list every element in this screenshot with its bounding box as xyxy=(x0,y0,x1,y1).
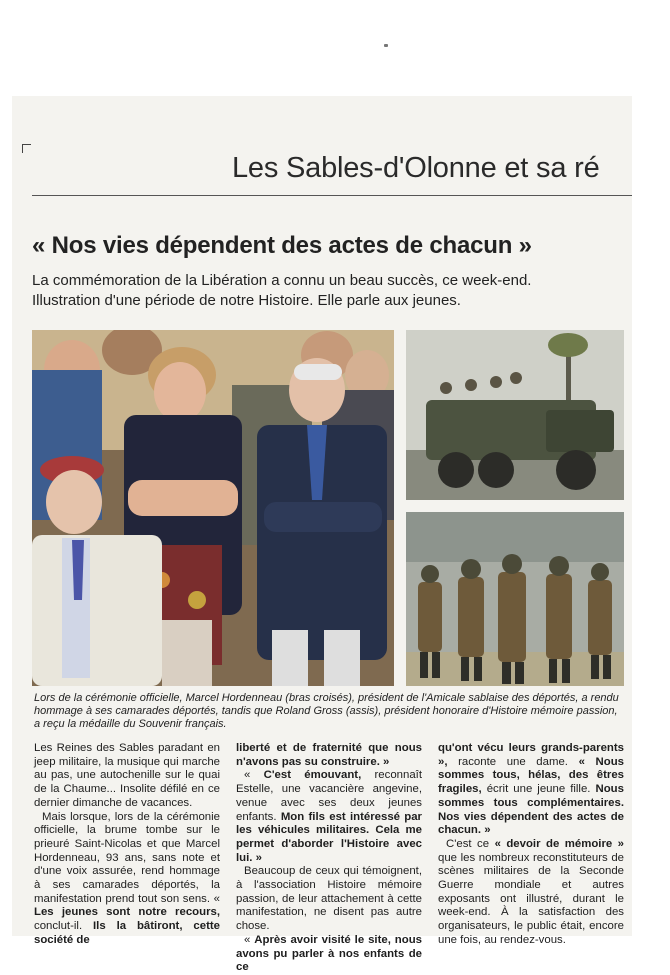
column-3-paragraph-1 xyxy=(438,742,624,838)
column-2-quote-3: Après avoir visité le site, nous avons pu parler à nos enfants de ce xyxy=(236,933,422,974)
soldiers-photo-drawing xyxy=(406,512,624,686)
column-1-paragraph-2 xyxy=(34,811,220,948)
column-2-quote-2: Mon fils est intéressé par les véhicules militaires. Cela me permet d'aborder l'Histoire avec lui. » xyxy=(236,810,422,864)
soldiers-photo xyxy=(406,512,624,686)
column-2-text: reconnaît Estelle, une vacancière angevine, venue avec ses deux jeunes enfants. xyxy=(236,769,422,823)
article-lead-line-1: La commémoration de la Libération a connu un beau succès, ce week-end. xyxy=(32,272,532,289)
column-3-quote-4: « devoir de mémoire » xyxy=(494,837,625,850)
column-1-quote-continued: Ils la bâtiront, cette société de xyxy=(34,920,220,946)
section-title: Les Sables-d'Olonne et sa ré xyxy=(232,152,600,184)
photo-caption: Lors de la cérémonie officielle, Marcel Hordenneau (bras croisés), président de l'Amicale sablaise des déportés, a rendu hommage à ses camarades déportés, tandis que Roland Gross (assis), président honoraire d'Histoire mémoire passion, a reçu la médaille du Souvenir français. xyxy=(34,692,619,730)
article-headline: « Nos vies dépendent des actes de chacun » xyxy=(32,232,532,259)
column-2-paragraph-2 xyxy=(236,769,422,865)
column-2-open-quote-2: « xyxy=(244,933,251,946)
column-3-text-2: écrit une jeune fille. xyxy=(486,783,591,796)
column-3-paragraph-2 xyxy=(438,838,624,948)
column-2-paragraph-4 xyxy=(236,934,422,975)
column-1-text: Mais lorsque, lors de la cérémonie officielle, la brume tombe sur le prieuré Saint-Nicolas et que Marcel Hordenneau, 93 ans, sans note et d'une voix assurée, rend hommage à ses camarades déportés, la manifestation prend tout son sens. « xyxy=(34,810,220,905)
column-2-open-quote: « xyxy=(244,769,251,782)
scan-speck xyxy=(384,44,388,47)
column-1-quote: Les jeunes sont notre recours, xyxy=(34,906,220,919)
column-3-text-4: que les nombreux reconstituteurs de scènes militaires de la Seconde Guerre mondiale et autres exposants ont illustré, durant le week-end. À la satisfaction des organisateurs, le public était, encore une fois, au rendez-vous. xyxy=(438,851,624,946)
article-column-3 xyxy=(438,742,624,948)
halftrack-photo-drawing xyxy=(406,330,624,500)
column-1-attribution: conclut-il. xyxy=(34,920,83,933)
column-1-paragraph-1: Les Reines des Sables paradant en jeep militaire, la musique qui marche au pas, une autochenille sur le quai de la Chaume... Insolite défilé en ce dernier dimanche de vacances. xyxy=(34,742,220,809)
crop-mark xyxy=(22,144,31,153)
article-column-1 xyxy=(34,742,220,948)
column-3-quote-2: « Nous sommes tous, hélas, des êtres fragiles, xyxy=(438,755,624,796)
ceremony-photo xyxy=(32,330,394,686)
halftrack-photo xyxy=(406,330,624,500)
column-3-quote: qu'ont vécu leurs grands-parents », xyxy=(438,742,624,768)
column-2-quote-end: liberté et de fraternité que nous n'avons pas su construire. » xyxy=(236,742,422,768)
column-2-paragraph-3: Beaucoup de ceux qui témoignent, à l'association Histoire mémoire passion, de leur attachement à cette manifestation, ne disent pas autre chose. xyxy=(236,865,422,933)
article-lead-line-2: Illustration d'une période de notre Histoire. Elle parle aux jeunes. xyxy=(32,292,461,309)
ceremony-photo-drawing xyxy=(32,330,394,686)
column-3-text: raconte une dame. xyxy=(458,755,568,768)
column-2-quote: C'est émouvant, xyxy=(263,769,362,782)
column-3-quote-3: Nous sommes tous complémentaires. Nos vies dépendent des actes de chacun. » xyxy=(438,783,624,837)
section-divider xyxy=(32,195,632,196)
column-3-text-3: C'est ce xyxy=(446,837,490,850)
article-column-2 xyxy=(236,742,422,975)
